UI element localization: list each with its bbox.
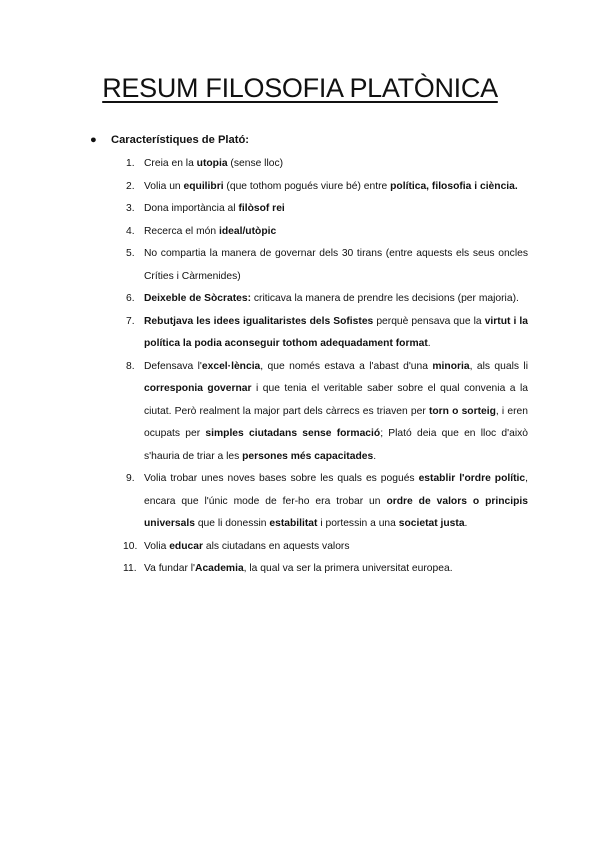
list-item (127, 356, 528, 469)
item-text: . (427, 338, 431, 349)
emphasis-text: torn o sorteig (428, 405, 496, 417)
emphasis-text: societat justa (398, 518, 465, 529)
section-heading-text: Característiques de Plató: (111, 134, 250, 146)
item-text: , encara que l'únic mode de fer-ho era trobar un (144, 473, 529, 507)
item-text: Volia trobar unes noves bases sobre les quals es pogués (144, 473, 419, 484)
list-item (127, 198, 528, 221)
item-text: (que tothom pogués viure bé) entre (223, 180, 391, 192)
list-item (127, 243, 528, 288)
item-text: , i eren ocupats per (144, 405, 528, 439)
list-item-number: 11. (123, 563, 137, 574)
list-item-number: 7. (126, 315, 135, 327)
list-item (123, 558, 528, 581)
emphasis-text: utopia (196, 158, 228, 169)
emphasis-text: estabilitat (269, 518, 318, 529)
item-text: No compartia la manera de governar dels 30 tirans (entre aquests els seus oncles Críties i Càrmenides) (144, 248, 528, 282)
emphasis-text: corresponia governar (144, 383, 252, 394)
emphasis-text: establir l'ordre polític (418, 473, 526, 484)
list-item (127, 176, 528, 199)
document-title: RESUM FILOSOFIA PLATÒNICA (102, 73, 498, 103)
emphasis-text: excel·lència (201, 360, 261, 372)
list-item-number: 6. (126, 293, 135, 304)
item-text: ; Plató deia que en lloc d'això s'hauria de triar a les (144, 428, 528, 462)
item-text: , als quals li (469, 360, 528, 372)
emphasis-text: ideal/utòpic (218, 225, 277, 237)
item-text: Va fundar l' (144, 563, 196, 574)
item-text: Creia en la (144, 158, 197, 169)
emphasis-text: Rebutjava les idees igualitaristes dels Sofistes (144, 315, 374, 327)
item-text: Dona importància al (144, 203, 239, 214)
list-item (127, 153, 528, 176)
list-item-number: 9. (126, 473, 135, 484)
list-item (127, 468, 528, 536)
item-text: i portessin a una (317, 518, 399, 529)
item-text: , la qual va ser la primera universitat europea. (243, 563, 453, 574)
list-item-number: 10. (123, 540, 138, 552)
item-text: . (373, 450, 377, 462)
emphasis-text: educar (169, 540, 203, 552)
item-text: Volia (144, 540, 170, 552)
emphasis-text: minoria (432, 360, 470, 372)
item-text: Defensava l' (144, 360, 202, 372)
list-item-number: 1. (126, 158, 135, 169)
emphasis-text: Deixeble de Sòcrates: (144, 293, 252, 304)
list-item-number: 3. (126, 203, 135, 214)
emphasis-text: política, filosofia i ciència. (390, 180, 518, 192)
emphasis-text: equilibri (183, 180, 224, 192)
emphasis-text: filòsof rei (238, 203, 285, 214)
emphasis-text: ordre de valors o principis universals (144, 495, 528, 529)
characteristics-list (123, 153, 529, 581)
list-item-number: 5. (126, 248, 135, 259)
item-text: . (464, 518, 468, 529)
list-item (127, 311, 528, 356)
list-item-number: 4. (126, 225, 135, 237)
list-item-number: 2. (126, 180, 135, 192)
list-item (123, 536, 528, 559)
emphasis-text: simples ciutadans sense formació (205, 428, 381, 439)
item-text: criticava la manera de prendre les decisions (per majoria). (251, 293, 519, 304)
list-item (127, 288, 528, 311)
item-text: Volia un (144, 180, 184, 192)
item-text: que li donessin (194, 518, 270, 529)
item-text: (sense lloc) (227, 158, 284, 169)
emphasis-text: persones més capacitades (242, 450, 374, 462)
emphasis-text: virtut i la política la podia aconseguir tothom adequadament format (144, 315, 528, 349)
bullet-icon: ● (90, 134, 97, 146)
emphasis-text: Academia (195, 563, 244, 574)
item-text: , que només estava a l'abast d'una (260, 360, 433, 372)
list-item-number: 8. (126, 360, 135, 372)
list-item (127, 221, 528, 244)
item-text: Recerca el món (144, 225, 219, 237)
item-text: i que tenia el veritable saber sobre el qual convenia a la ciutat. Però realment la major part dels càrrecs es triaven per (144, 383, 529, 417)
item-text: als ciutadans en aquests valors (202, 540, 350, 552)
item-text: perquè pensava que la (373, 315, 485, 327)
